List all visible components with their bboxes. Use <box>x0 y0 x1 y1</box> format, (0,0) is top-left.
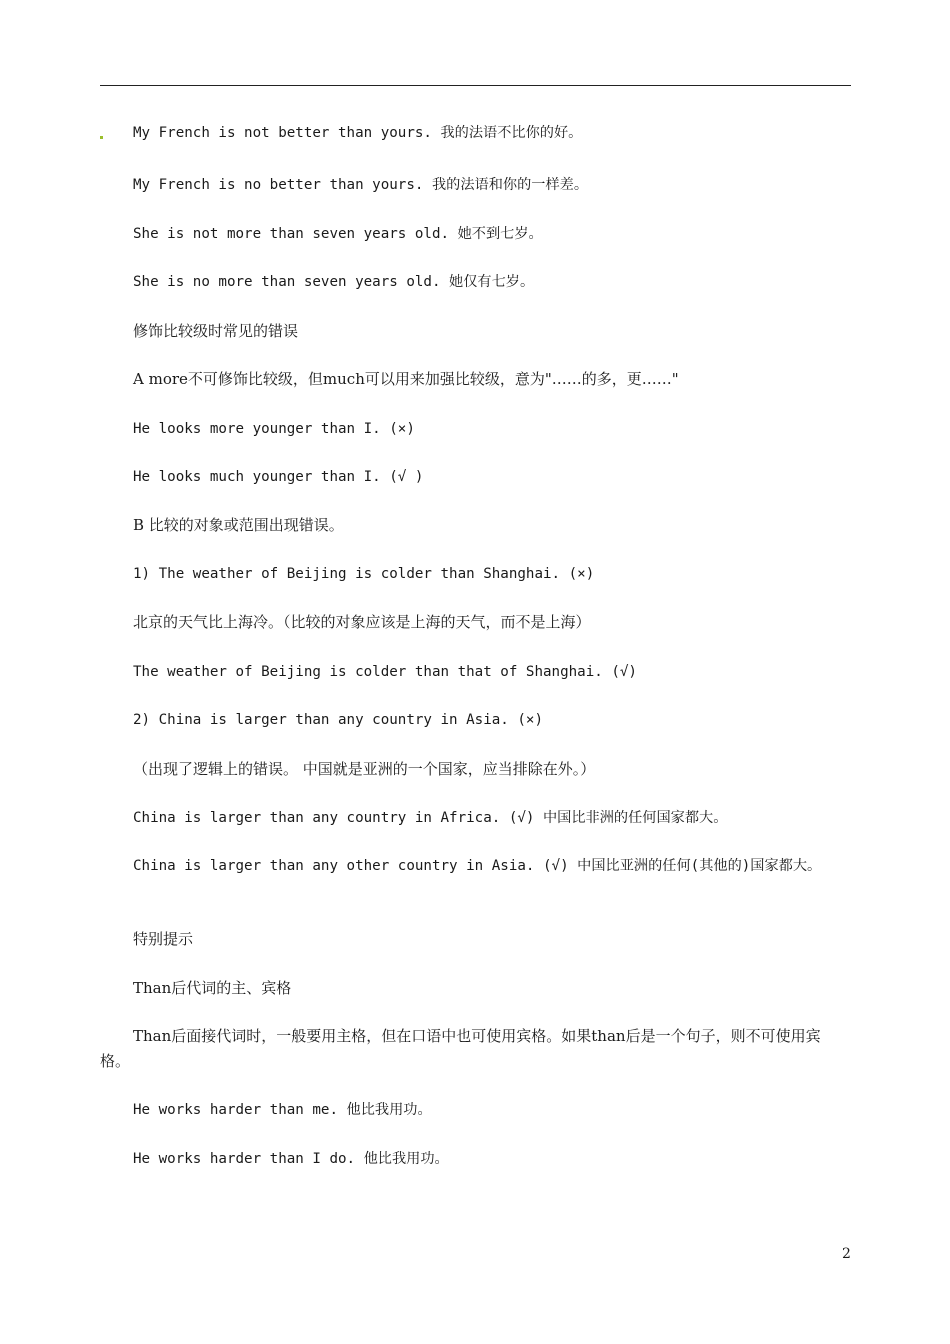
rule-text: B 比较的对象或范围出现错误。 <box>133 516 344 534</box>
example-line: The weather of Beijing is colder than that of Shanghai. (√) <box>133 664 637 680</box>
rule-text: A more不可修饰比较级，但much可以用来加强比较级，意为"……的多，更……" <box>133 370 679 388</box>
explanation-text: 北京的天气比上海冷。（比较的对象应该是上海的天气，而不是上海） <box>133 613 591 631</box>
example-line: He works harder than I do. 他比我用功。 <box>133 1151 449 1167</box>
example-line: He looks much younger than I. (√ ) <box>133 469 424 485</box>
section-heading: 特别提示 <box>133 930 194 948</box>
header-rule <box>100 85 851 86</box>
example-line: She is not more than seven years old. 她不到七岁。 <box>133 226 543 242</box>
example-line: My French is not better than yours. 我的法语不比你的好。 <box>133 125 583 141</box>
body-paragraph: Than后面接代词时，一般要用主格，但在口语中也可使用宾格。如果than后是一个句子，则不可使用宾格。 <box>100 1027 821 1070</box>
example-line: China is larger than any country in Africa. (√) 中国比非洲的任何国家都大。 <box>133 810 728 826</box>
section-heading: 修饰比较级时常见的错误 <box>133 322 299 340</box>
subheading: Than后代词的主、宾格 <box>133 979 292 997</box>
example-paragraph: China is larger than any other country in Asia. (√) 中国比亚洲的任何(其他的)国家都大。 <box>133 858 822 874</box>
example-line: 2) China is larger than any country in Asia. (×) <box>133 712 543 728</box>
explanation-text: （出现了逻辑上的错误。 中国就是亚洲的一个国家，应当排除在外。） <box>133 760 596 778</box>
page-number: 2 <box>842 1246 851 1262</box>
example-line: He works harder than me. 他比我用功。 <box>133 1102 432 1118</box>
example-line: 1) The weather of Beijing is colder than Shanghai. (×) <box>133 566 595 582</box>
example-line: My French is no better than yours. 我的法语和你的一样差。 <box>133 177 589 193</box>
example-line: He looks more younger than I. (×) <box>133 421 415 437</box>
example-line: She is no more than seven years old. 她仅有七岁。 <box>133 274 535 290</box>
decorative-dot <box>100 136 103 139</box>
